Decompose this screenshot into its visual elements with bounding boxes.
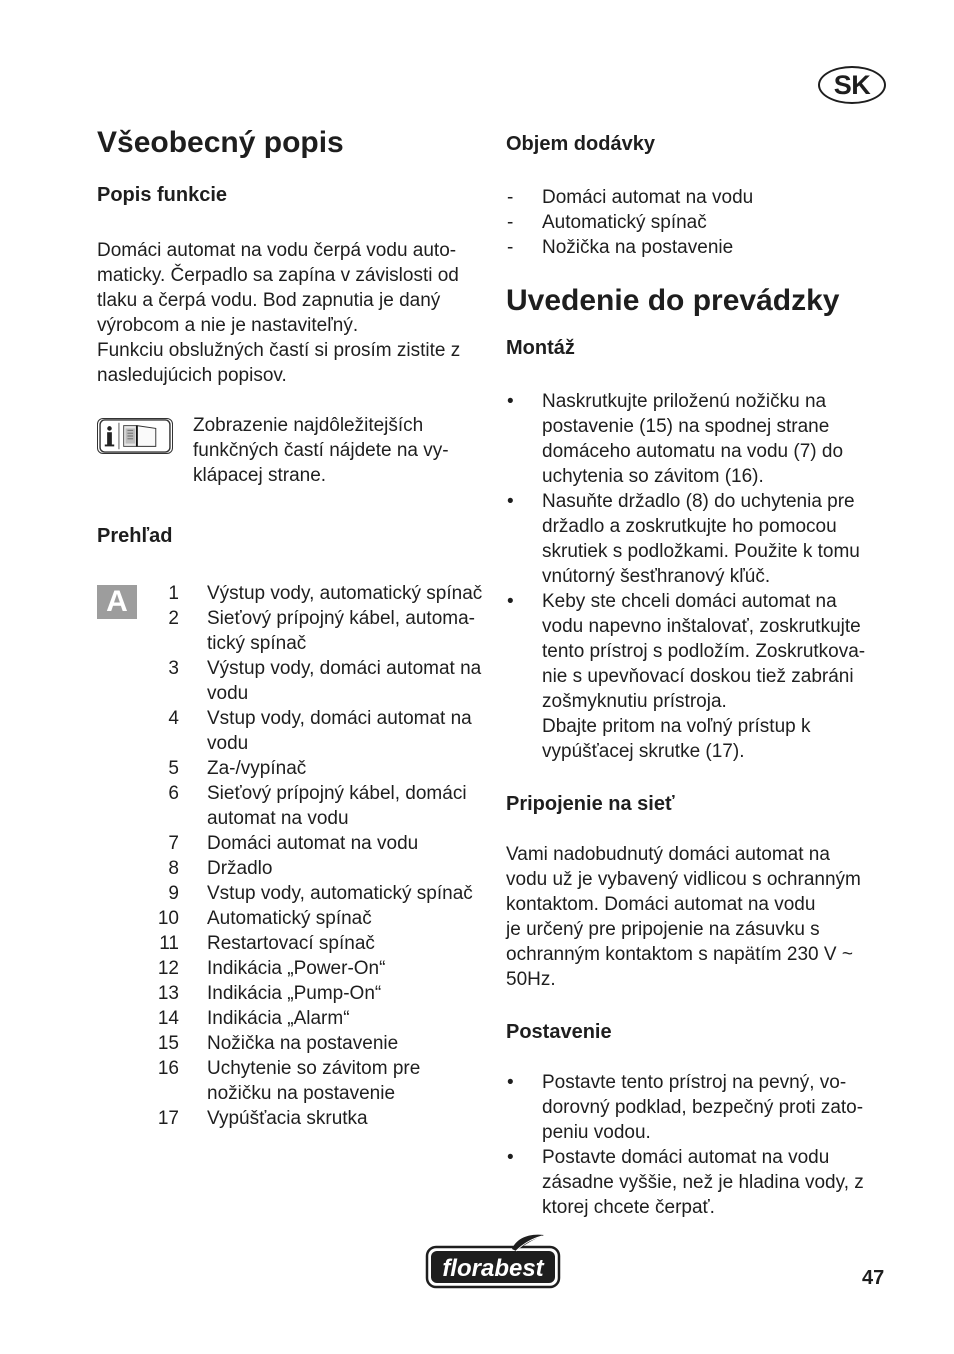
bullet-marker — [506, 1120, 542, 1145]
item-text: Domáci automat na vodu — [207, 833, 419, 854]
bullet-item — [506, 564, 898, 589]
bullet-text: Dbajte pritom na voľný prístup k — [542, 716, 811, 737]
bullet-item — [506, 714, 898, 739]
overview-item — [147, 731, 487, 756]
item-text: Za-/vypínač — [207, 758, 307, 779]
item-number: 11 — [159, 933, 179, 954]
bullet-marker: • — [507, 1072, 514, 1093]
item-text: automat na vodu — [207, 808, 349, 829]
item-number — [147, 731, 179, 756]
item-text: Sieťový prípojný kábel, automa- — [207, 608, 475, 629]
item-number: 2 — [168, 608, 179, 629]
item-number: 12 — [157, 958, 179, 979]
item-number: 6 — [168, 783, 179, 804]
heading-assembly: Montáž — [506, 337, 575, 359]
item-text: Výstup vody, domáci automat na — [207, 658, 482, 679]
bullet-item — [506, 589, 898, 614]
heading-mains-connection: Pripojenie na sieť — [506, 793, 675, 815]
bullet-text: Keby ste chceli domáci automat na — [542, 591, 837, 612]
overview-item — [147, 1031, 487, 1056]
bullet-text: Postavte tento prístroj na pevný, vo- — [542, 1072, 847, 1093]
bullet-item — [506, 1070, 898, 1095]
text-line: Funkciu obslužných častí si prosím zistite z — [97, 340, 461, 361]
text-line: klápacej strane. — [193, 465, 327, 486]
item-number: 5 — [168, 758, 179, 779]
item-text: tický spínač — [207, 633, 307, 654]
overview-item — [147, 931, 487, 956]
item-number: 17 — [157, 1108, 179, 1129]
bullet-item — [506, 414, 898, 439]
bullet-marker — [506, 414, 542, 439]
overview-item — [147, 1081, 487, 1106]
item-number: 15 — [157, 1033, 179, 1054]
bullet-marker — [506, 1170, 542, 1195]
overview-item — [147, 1056, 487, 1081]
item-number: 13 — [157, 983, 179, 1004]
item-number: 16 — [157, 1058, 179, 1079]
function-description-text — [97, 238, 487, 388]
overview-item — [147, 831, 487, 856]
left-column — [97, 124, 487, 1131]
bullet-text: ktorej chcete čerpať. — [542, 1197, 715, 1218]
overview-item — [147, 756, 487, 781]
item-text: Sieťový prípojný kábel, domáci — [207, 783, 467, 804]
text-line: tlaku a čerpá vodu. Bod zapnutia je daný — [97, 290, 441, 311]
bullet-item — [506, 1095, 898, 1120]
overview-item — [147, 806, 487, 831]
list-item-text: Domáci automat na vodu — [542, 187, 754, 208]
bullet-marker — [506, 464, 542, 489]
bullet-marker: • — [507, 391, 514, 412]
placement-list — [506, 1070, 898, 1220]
item-number: 4 — [168, 708, 179, 729]
overview-list — [147, 581, 487, 1131]
bullet-item — [506, 614, 898, 639]
overview-item — [147, 681, 487, 706]
text-line: vodu už je vybavený vidlicou s ochranným — [506, 869, 861, 890]
bullet-marker — [506, 664, 542, 689]
bullet-marker — [506, 639, 542, 664]
bullet-text: dorovný podklad, bezpečný proti zato- — [542, 1097, 864, 1118]
bullet-text: zošmyknutiu prístroja. — [542, 691, 727, 712]
item-number: 1 — [168, 583, 179, 604]
bullet-text: domáceho automatu na vodu (7) do — [542, 441, 844, 462]
overview-item — [147, 981, 487, 1006]
overview-item — [147, 881, 487, 906]
item-number: 10 — [157, 908, 179, 929]
text-line: Domáci automat na vodu čerpá vodu auto- — [97, 240, 457, 261]
overview-item — [147, 581, 487, 606]
bullet-item — [506, 689, 898, 714]
info-foldout-icon — [97, 418, 173, 454]
item-number — [147, 631, 179, 656]
bullet-item — [506, 489, 898, 514]
bullet-marker: • — [507, 1147, 514, 1168]
item-text: Výstup vody, automatický spínač — [207, 583, 483, 604]
item-text: Indikácia „Pump-On“ — [207, 983, 382, 1004]
item-number: 14 — [157, 1008, 179, 1029]
list-item-text: Nožička na postavenie — [542, 237, 734, 258]
right-column — [506, 130, 898, 1220]
overview-item — [147, 631, 487, 656]
bullet-marker: • — [507, 491, 514, 512]
heading-overview: Prehľad — [97, 525, 173, 547]
bullet-marker — [506, 539, 542, 564]
mains-connection-text — [506, 842, 898, 992]
list-item — [506, 210, 898, 235]
bullet-text: Naskrutkujte priloženú nožičku na — [542, 391, 827, 412]
list-item-text: Automatický spínač — [542, 212, 707, 233]
bullet-text: skrutiek s podložkami. Použite k tomu — [542, 541, 860, 562]
list-item — [506, 185, 898, 210]
bullet-item — [506, 1195, 898, 1220]
overview-item — [147, 1106, 487, 1131]
item-text: Uchytenie so závitom pre — [207, 1058, 421, 1079]
bullet-text: držadlo a zoskrutkujte ho pomocou — [542, 516, 837, 537]
list-item — [506, 235, 898, 260]
overview-item — [147, 656, 487, 681]
overview-item — [147, 1006, 487, 1031]
language-badge: SK — [818, 66, 886, 104]
bullet-item — [506, 539, 898, 564]
florabest-logo — [424, 1233, 562, 1289]
text-line: Zobrazenie najdôležitejších — [193, 415, 424, 436]
bullet-item — [506, 514, 898, 539]
overview-block — [97, 581, 487, 1131]
item-number: 9 — [168, 883, 179, 904]
overview-item — [147, 781, 487, 806]
text-line: výrobcom a nie je nastaviteľný. — [97, 315, 359, 336]
bullet-marker — [506, 1195, 542, 1220]
overview-item — [147, 956, 487, 981]
bullet-item — [506, 664, 898, 689]
bullet-text: Nasuňte držadlo (8) do uchytenia pre — [542, 491, 855, 512]
delivery-contents-list — [506, 185, 898, 260]
text-line: 50Hz. — [506, 969, 556, 990]
text-line: kontaktom. Domáci automat na vodu — [506, 894, 816, 915]
bullet-text: vodu napevno inštalovať, zoskrutkujte — [542, 616, 861, 637]
item-text: vodu — [207, 733, 249, 754]
item-number: 3 — [168, 658, 179, 679]
bullet-marker — [506, 689, 542, 714]
item-text: Restartovací spínač — [207, 933, 375, 954]
section-title-commissioning: Uvedenie do prevádzky — [506, 284, 840, 317]
bullet-text: tento prístroj s podložím. Zoskrutkova- — [542, 641, 866, 662]
bullet-item — [506, 1170, 898, 1195]
item-text: Vypúšťacia skrutka — [207, 1108, 368, 1129]
logo-text: florabest — [442, 1255, 544, 1282]
text-line: maticky. Čerpadlo sa zapína v závislosti od — [97, 265, 459, 286]
bullet-item — [506, 639, 898, 664]
heading-function-description: Popis funkcie — [97, 184, 228, 206]
section-title-general: Všeobecný popis — [97, 126, 344, 159]
bullet-item — [506, 1145, 898, 1170]
bullet-item — [506, 739, 898, 764]
overview-item — [147, 606, 487, 631]
bullet-item — [506, 439, 898, 464]
dash-marker: - — [507, 212, 514, 233]
dash-marker: - — [507, 237, 514, 258]
bullet-marker — [506, 514, 542, 539]
page-number: 47 — [862, 1267, 885, 1289]
item-text: nožičku na postavenie — [207, 1083, 396, 1104]
info-note — [97, 413, 487, 488]
bullet-text: zásadne vyššie, než je hladina vody, z — [542, 1172, 864, 1193]
overview-item — [147, 906, 487, 931]
overview-item — [147, 856, 487, 881]
item-text: Indikácia „Power-On“ — [207, 958, 386, 979]
bullet-text: Postavte domáci automat na vodu — [542, 1147, 830, 1168]
bullet-text: postavenie (15) na spodnej strane — [542, 416, 830, 437]
text-line: ochranným kontaktom s napätím 230 V ~ — [506, 944, 853, 965]
figure-label-a: A — [97, 585, 137, 619]
item-number — [147, 1081, 179, 1106]
assembly-list — [506, 389, 898, 764]
item-text: Vstup vody, domáci automat na — [207, 708, 472, 729]
heading-placement: Postavenie — [506, 1021, 612, 1043]
item-text: Vstup vody, automatický spínač — [207, 883, 473, 904]
item-text: Držadlo — [207, 858, 273, 879]
item-text: Indikácia „Alarm“ — [207, 1008, 350, 1029]
item-number: 8 — [168, 858, 179, 879]
heading-delivery-contents: Objem dodávky — [506, 133, 655, 155]
item-number — [147, 681, 179, 706]
bullet-item — [506, 1120, 898, 1145]
bullet-text: vnútorný šesťhranový kľúč. — [542, 566, 771, 587]
item-number — [147, 806, 179, 831]
item-number: 7 — [168, 833, 179, 854]
overview-item — [147, 706, 487, 731]
text-line: funkčných častí nájdete na vy- — [193, 440, 449, 461]
text-line: nasledujúcich popisov. — [97, 365, 287, 386]
bullet-text: peniu vodou. — [542, 1122, 651, 1143]
bullet-text: nie s upevňovací doskou tiež zabráni — [542, 666, 854, 687]
dash-marker: - — [507, 187, 514, 208]
text-line: je určený pre pripojenie na zásuvku s — [506, 919, 820, 940]
bullet-item — [506, 464, 898, 489]
bullet-marker — [506, 739, 542, 764]
bullet-marker — [506, 1095, 542, 1120]
item-text: vodu — [207, 683, 249, 704]
bullet-item — [506, 389, 898, 414]
bullet-marker — [506, 714, 542, 739]
bullet-marker — [506, 614, 542, 639]
bullet-text: uchytenia so závitom (16). — [542, 466, 764, 487]
item-text: Nožička na postavenie — [207, 1033, 399, 1054]
text-line: Vami nadobudnutý domáci automat na — [506, 844, 830, 865]
bullet-marker: • — [507, 591, 514, 612]
bullet-marker — [506, 564, 542, 589]
bullet-marker — [506, 439, 542, 464]
item-text: Automatický spínač — [207, 908, 372, 929]
bullet-text: vypúšťacej skrutke (17). — [542, 741, 745, 762]
